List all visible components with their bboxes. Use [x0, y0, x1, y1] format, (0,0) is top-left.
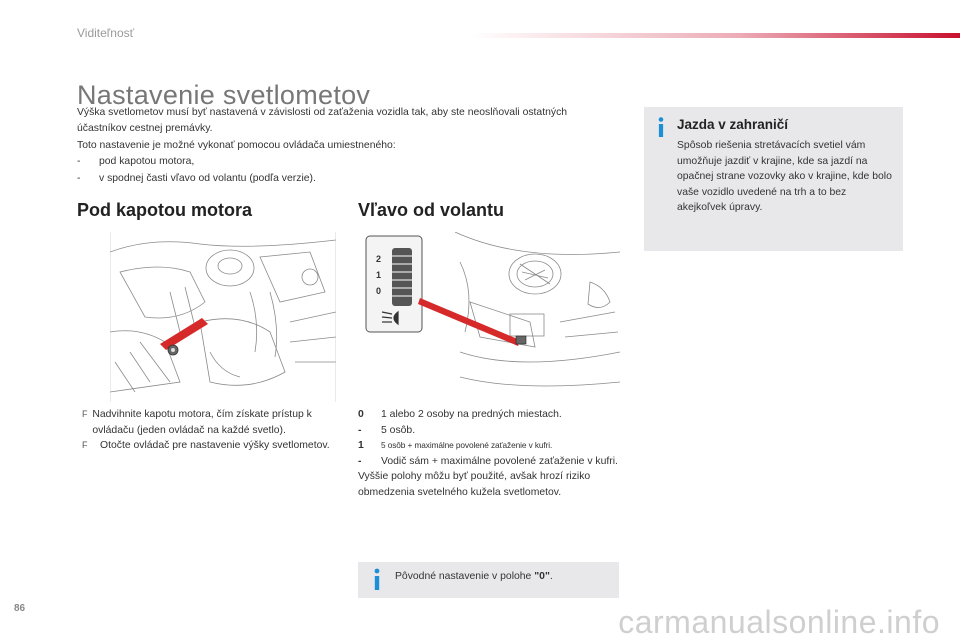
bullet-icon: F — [82, 440, 88, 451]
red-pointer-arrow — [160, 318, 208, 350]
intro-list-text: v spodnej časti vľavo od volantu (podľa verzie). — [99, 172, 316, 184]
info-box-body: Spôsob riešenia stretávacích svetiel vám umožňuje jazdiť v krajine, kde sa jazdí na opačnej strane vozovky ako v krajine, kde bolo vaše vozidlo uvedené na trh a to bez akejkoľvek úpravy. — [677, 140, 892, 214]
dashboard-illustration — [360, 232, 620, 402]
position-key: 1 — [358, 440, 364, 452]
position-row — [358, 454, 623, 470]
intro-list-item — [77, 171, 612, 187]
intro-list-text: pod kapotou motora, — [99, 156, 195, 168]
intro-paragraph-2: Toto nastavenie je možné vykonať pomocou ovládača umiestneného: — [77, 139, 396, 151]
info-icon — [370, 567, 384, 596]
heading-left-of-wheel: Vľavo od volantu — [358, 200, 504, 220]
step-text: Otočte ovládač pre nastavenie výšky svetlometov. — [100, 440, 330, 452]
position-text: Vodič sám + maximálne povolené zaťaženie v kufri. — [381, 455, 618, 467]
position-key: - — [358, 455, 362, 467]
switch-label-2: 2 — [376, 254, 382, 264]
engine-bay-drawing — [110, 232, 336, 402]
bullet-icon: F — [82, 409, 88, 419]
page-title: Nastavenie svetlometov — [77, 80, 371, 111]
switch-location — [516, 336, 526, 344]
intro-paragraph-1: Výška svetlometov musí byť nastavená v závislosti od zaťaženia vozidla tak, aby ste neoslňovali ostatných účastníkov cestnej premávky. — [77, 107, 568, 135]
header-accent-bar — [470, 33, 960, 38]
dashboard-drawing — [360, 232, 620, 402]
intro-list-item — [77, 154, 612, 170]
switch-label-1: 1 — [376, 270, 382, 280]
under-hood-steps — [82, 407, 332, 454]
list-item — [82, 407, 332, 438]
default-setting-note — [358, 562, 619, 598]
page-number: 86 — [14, 603, 26, 614]
position-row — [358, 407, 623, 423]
switch-positions — [358, 407, 623, 501]
position-row — [358, 423, 623, 439]
default-setting-suffix: . — [549, 571, 553, 582]
info-box-title: Jazda v zahraničí — [677, 117, 789, 132]
section-name: Viditeľnosť — [77, 26, 135, 40]
switch-label-0: 0 — [376, 286, 382, 296]
positions-note: Vyššie polohy môžu byť použité, avšak hrozí riziko obmedzenia svetelného kužela svetlometov. — [358, 471, 591, 498]
position-text: 5 osôb. — [381, 424, 416, 436]
switch-wheel — [392, 248, 412, 306]
watermark: carmanualsonline.info — [618, 604, 940, 640]
default-setting-value: "0" — [534, 571, 550, 582]
driving-abroad-box — [644, 107, 903, 251]
position-key: - — [358, 424, 362, 436]
dash: - — [77, 172, 81, 184]
info-icon — [655, 116, 667, 143]
step-text: Nadvihnite kapotu motora, čím získate prístup k ovládaču (jeden ovládač na každé svetlo). — [92, 409, 312, 436]
dash: - — [77, 156, 81, 168]
engine-bay-illustration — [110, 232, 336, 402]
position-text: 5 osôb + maximálne povolené zaťaženie v kufri. — [381, 440, 553, 451]
list-item — [82, 438, 332, 454]
position-key: 0 — [358, 409, 364, 420]
position-row — [358, 438, 623, 454]
position-text: 1 alebo 2 osoby na predných miestach. — [381, 409, 562, 420]
intro-text — [77, 105, 612, 187]
adjuster-knob — [168, 345, 178, 355]
default-setting-label: Pôvodné nastavenie v polohe — [395, 571, 535, 582]
heading-under-hood: Pod kapotou motora — [77, 200, 252, 220]
default-setting-text — [395, 571, 553, 582]
